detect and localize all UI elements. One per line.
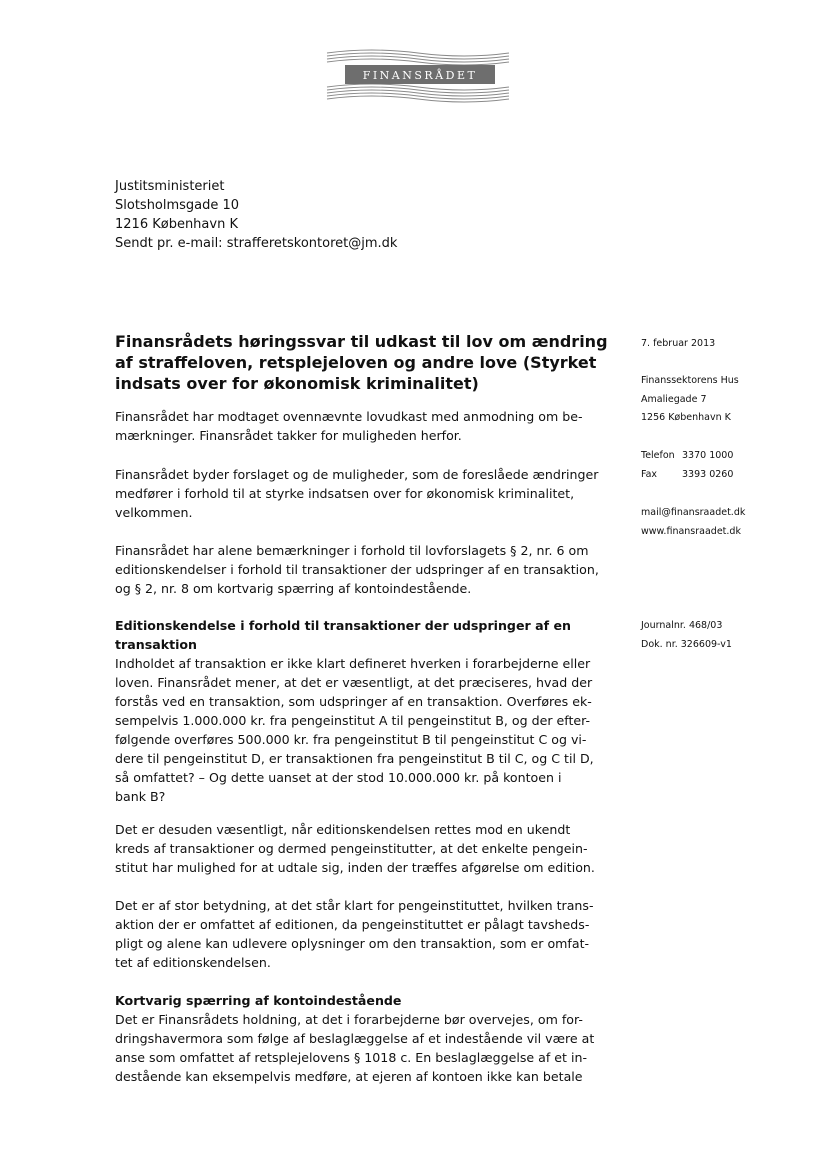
sidebar-contact-phone bbox=[641, 447, 733, 484]
heading-line: Kortvarig spærring af kontoindestående bbox=[115, 993, 402, 1008]
telefon-number: 3370 1000 bbox=[682, 450, 734, 461]
text-line: så omfattet? – Og dette uanset at der stod 10.000.000 kr. på kontoen i bbox=[115, 770, 562, 785]
journal-number: Journalnr. 468/03 bbox=[641, 620, 723, 631]
text-line: Det er af stor betydning, at det står klart for pengeinstituttet, hvilken trans- bbox=[115, 898, 594, 913]
text-line: Det er desuden væsentligt, når editionskendelsen rettes mod en ukendt bbox=[115, 822, 571, 837]
title-line: indsats over for økonomisk kriminalitet) bbox=[115, 374, 479, 393]
website-link[interactable]: www.finansraadet.dk bbox=[641, 525, 741, 537]
text-line: destående kan eksempelvis medføre, at ejeren af kontoen ikke kan betale bbox=[115, 1069, 583, 1084]
text-line: sempelvis 1.000.000 kr. fra pengeinstitut A til pengeinstitut B, og der efter- bbox=[115, 713, 591, 728]
body-paragraph bbox=[115, 1010, 605, 1086]
heading-line: Editionskendelse i forhold til transaktioner der udspringer af en bbox=[115, 618, 571, 633]
title-line: Finansrådets høringssvar til udkast til lov om ændring bbox=[115, 332, 608, 351]
svg-text:FINANSRÅDET: FINANSRÅDET bbox=[362, 69, 478, 82]
intro-paragraph bbox=[115, 407, 605, 445]
body-paragraph bbox=[115, 896, 605, 972]
text-line: dringshavermora som følge af beslaglæggelse af et indestående vil være at bbox=[115, 1031, 595, 1046]
text-line: Finansrådet har modtaget ovennævnte lovudkast med anmodning om be- bbox=[115, 409, 583, 424]
sender-address-line: Finanssektorens Hus bbox=[641, 375, 739, 386]
recipient-line: Justitsministeriet bbox=[115, 179, 225, 194]
fax-row bbox=[641, 466, 733, 485]
text-line: tet af editionskendelsen. bbox=[115, 955, 271, 970]
recipient-line: Sendt pr. e-mail: strafferetskontoret@jm.dk bbox=[115, 236, 398, 251]
document-number: Dok. nr. 326609-v1 bbox=[641, 638, 732, 650]
text-line: bank B? bbox=[115, 789, 166, 804]
title-line: af straffeloven, retsplejeloven og andre love (Styrket bbox=[115, 353, 597, 372]
text-line: kreds af transaktioner og dermed pengeinstitutter, at det enkelte pengein- bbox=[115, 841, 588, 856]
text-line: forstås ved en transaktion, som udspringer af en transaktion. Overføres ek- bbox=[115, 694, 592, 709]
intro-paragraph bbox=[115, 541, 605, 598]
text-line: velkommen. bbox=[115, 505, 193, 520]
sidebar-contact-web bbox=[641, 504, 745, 541]
text-line: editionskendelser i forhold til transaktioner der udspringer af en transaktion, bbox=[115, 562, 599, 577]
body-paragraph bbox=[115, 654, 605, 806]
text-line: Finansrådet har alene bemærkninger i forhold til lovforslagets § 2, nr. 6 om bbox=[115, 543, 589, 558]
finansraadet-logo bbox=[325, 47, 511, 103]
text-line: medfører i forhold til at styrke indsatsen over for økonomisk kriminalitet, bbox=[115, 486, 575, 501]
document-title bbox=[115, 331, 608, 394]
section-heading-kortvarig-spaerring bbox=[115, 991, 605, 1010]
text-line: loven. Finansrådet mener, at det er væsentligt, at det præciseres, hvad der bbox=[115, 675, 593, 690]
intro-paragraph bbox=[115, 465, 605, 522]
telefon-row bbox=[641, 447, 733, 466]
section-heading-editionskendelse bbox=[115, 616, 605, 654]
text-line: og § 2, nr. 8 om kortvarig spærring af kontoindestående. bbox=[115, 581, 472, 596]
sidebar-date bbox=[641, 335, 715, 354]
sender-address-line: 1256 København K bbox=[641, 412, 731, 424]
text-line: følgende overføres 500.000 kr. fra pengeinstitut B til pengeinstitut C og vi- bbox=[115, 732, 587, 747]
body-paragraph bbox=[115, 820, 605, 877]
recipient-line: 1216 København K bbox=[115, 217, 238, 232]
recipient-address bbox=[115, 177, 397, 253]
text-line: anse som omfattet af retsplejelovens § 1018 c. En beslaglæggelse af et in- bbox=[115, 1050, 588, 1065]
sidebar-address bbox=[641, 372, 739, 428]
text-line: mærkninger. Finansrådet takker for muligheden herfor. bbox=[115, 428, 462, 443]
text-line: Det er Finansrådets holdning, at det i forarbejderne bør overvejes, om for- bbox=[115, 1012, 583, 1027]
text-line: stitut har mulighed for at udtale sig, inden der træffes afgørelse om edition. bbox=[115, 860, 595, 875]
fax-number: 3393 0260 bbox=[682, 468, 734, 480]
text-line: Finansrådet byder forslaget og de muligheder, som de foreslåede ændringer bbox=[115, 467, 599, 482]
text-line: dere til pengeinstitut D, er transaktionen fra pengeinstitut B til C, og C til D, bbox=[115, 751, 594, 766]
text-line: pligt og alene kan udlevere oplysninger om den transaktion, som er omfat- bbox=[115, 936, 590, 951]
email-link[interactable]: mail@finansraadet.dk bbox=[641, 507, 746, 518]
text-line: aktion der er omfattet af editionen, da pengeinstituttet er pålagt tavsheds- bbox=[115, 917, 590, 932]
letter-date: 7. februar 2013 bbox=[641, 338, 716, 349]
sender-address-line: Amaliegade 7 bbox=[641, 393, 707, 405]
heading-line: transaktion bbox=[115, 637, 198, 652]
text-line: Indholdet af transaktion er ikke klart defineret hverken i forarbejderne eller bbox=[115, 656, 591, 671]
recipient-line: Slotsholmsgade 10 bbox=[115, 198, 240, 213]
sidebar-references bbox=[641, 617, 732, 654]
fax-label: Fax bbox=[641, 468, 658, 480]
telefon-label: Telefon bbox=[641, 450, 675, 461]
